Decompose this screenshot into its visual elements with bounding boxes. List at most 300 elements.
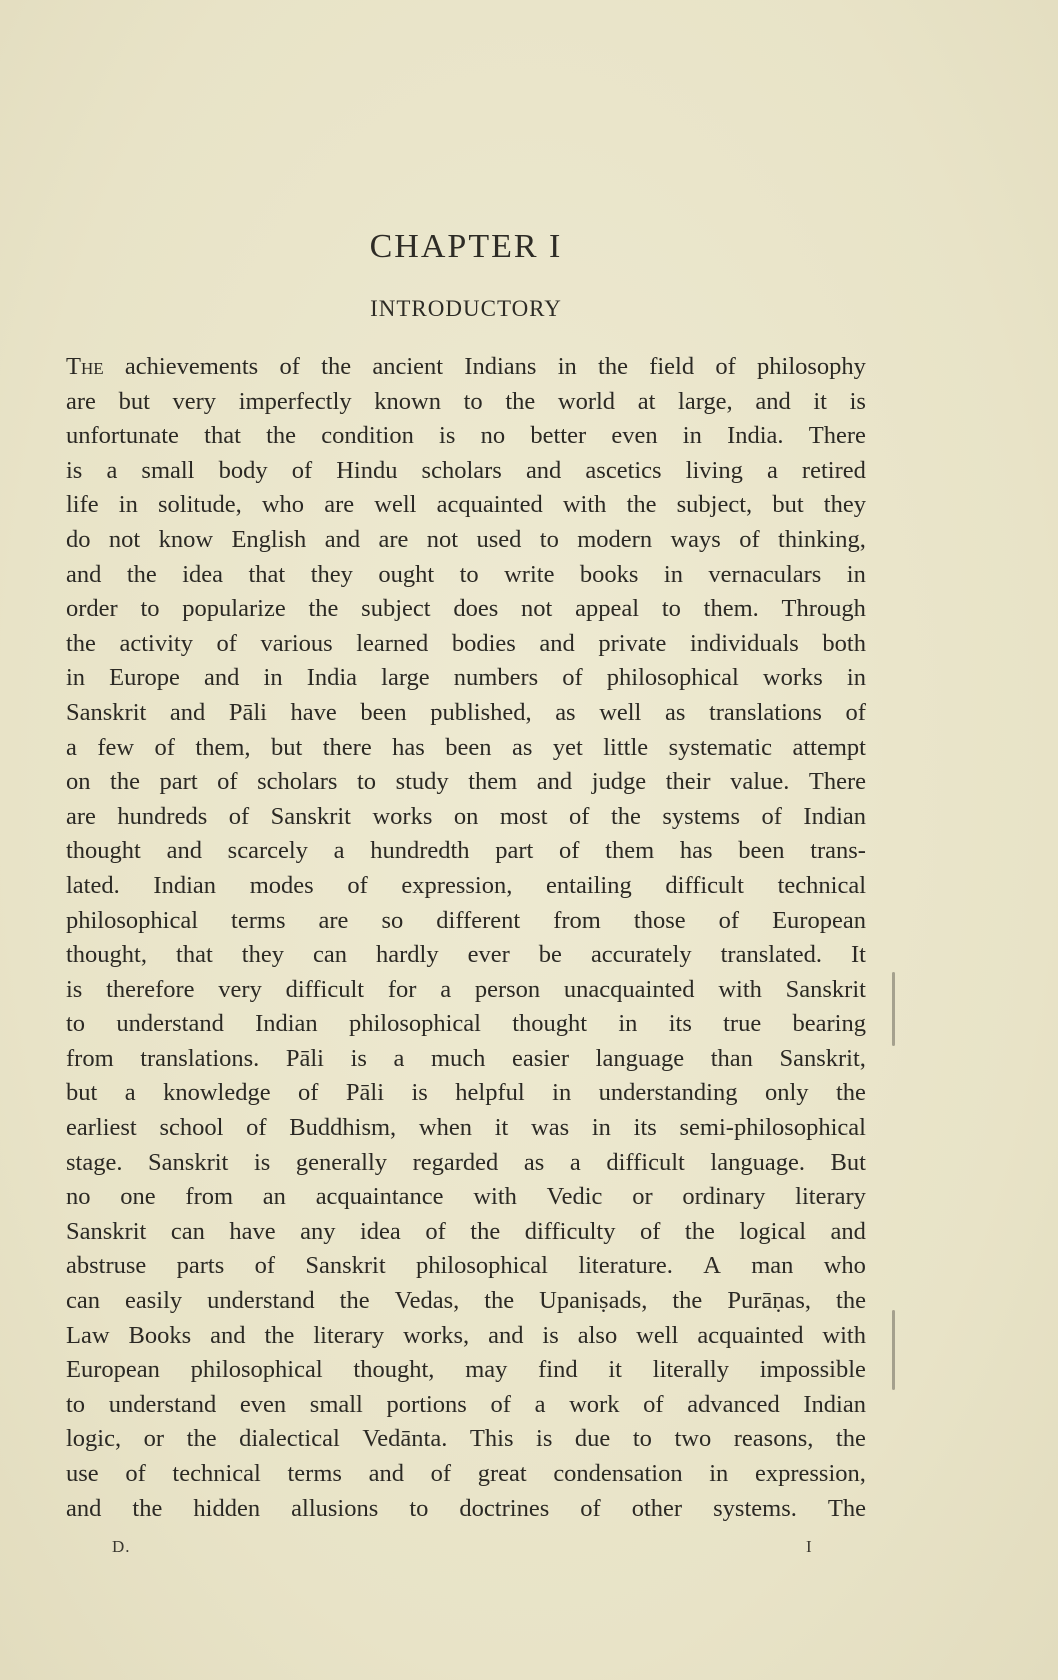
word: European [772, 906, 866, 934]
word: hundredth [370, 837, 470, 865]
word: Sanskrit [66, 1217, 147, 1245]
word: The [827, 1494, 866, 1522]
word: a [766, 456, 778, 484]
word: is [542, 1321, 559, 1349]
word: from [185, 1183, 234, 1211]
word: idea [360, 1217, 401, 1245]
text-line [66, 1388, 866, 1423]
word: various [260, 629, 333, 657]
word: of [845, 698, 866, 726]
word: but [66, 1079, 98, 1107]
word: has [679, 837, 713, 865]
word: the [339, 1287, 370, 1315]
text-line [66, 938, 866, 973]
word: is [253, 1148, 271, 1176]
signature-mark: D. [112, 1537, 131, 1556]
word: ought [378, 560, 435, 588]
word: works [372, 802, 433, 830]
word: Vedas, [394, 1287, 460, 1315]
word: on [66, 768, 91, 796]
word: the [835, 1079, 866, 1107]
word: but [270, 733, 303, 761]
word: of [154, 733, 175, 761]
word: Sanskrit [305, 1252, 386, 1280]
word: them. [703, 595, 759, 623]
word: thought [512, 1010, 588, 1038]
word: literature. [578, 1252, 673, 1280]
word: philosophical [415, 1252, 548, 1280]
body-paragraph [66, 350, 866, 1526]
word: work [569, 1390, 620, 1418]
word: different [436, 906, 521, 934]
word: and [324, 525, 361, 553]
word: expression, [401, 871, 513, 899]
word: that [176, 941, 213, 969]
word: so [381, 906, 404, 934]
text-line [66, 523, 866, 558]
word: Books [128, 1321, 192, 1349]
word: imperfectly [238, 387, 352, 415]
word: There [808, 422, 866, 450]
word: or [632, 1183, 653, 1211]
word: there [322, 733, 372, 761]
word: few [97, 733, 135, 761]
word: are [66, 802, 96, 830]
word: even [611, 422, 658, 450]
word: of [643, 1390, 664, 1418]
word: Europe [109, 664, 180, 692]
word: in [846, 664, 866, 692]
word: have [290, 698, 337, 726]
word: that [204, 422, 241, 450]
word: been [360, 698, 407, 726]
word: understand [116, 1010, 224, 1038]
word: of [291, 456, 313, 484]
word: Indian [803, 1390, 866, 1418]
text-line [66, 1146, 866, 1181]
word: entailing [546, 871, 632, 899]
word: philosophy [757, 353, 866, 380]
word: of [580, 1494, 601, 1522]
word: living [685, 456, 743, 484]
word: than [710, 1044, 753, 1072]
word: been [738, 837, 785, 865]
word: the [66, 629, 96, 657]
word: of [639, 1217, 661, 1245]
word: retired [801, 456, 866, 484]
word: modern [577, 525, 653, 553]
word: and [66, 560, 102, 588]
word: is [439, 422, 456, 450]
text-line [66, 419, 866, 454]
word: to [66, 1390, 86, 1418]
word: in [118, 491, 138, 519]
word: accurately [590, 941, 692, 969]
word: literally [652, 1356, 729, 1384]
word: philosophical [606, 664, 739, 692]
text-line [66, 1007, 866, 1042]
word: philosophical [190, 1356, 323, 1384]
word: the [626, 491, 657, 519]
word: earliest [66, 1114, 137, 1142]
word: logic, [66, 1425, 122, 1453]
word: as [664, 698, 686, 726]
word: philosophical [66, 906, 199, 934]
word: of [279, 353, 300, 380]
word: the [505, 387, 536, 415]
word: in [618, 1010, 638, 1038]
word: they [310, 560, 353, 588]
word: part [495, 837, 534, 865]
word: study [395, 768, 449, 796]
word: ascetics [585, 456, 662, 484]
word: vernaculars [708, 560, 822, 588]
word: does [453, 595, 499, 623]
text-line [66, 973, 866, 1008]
word: generally [295, 1148, 388, 1176]
word: its [633, 1114, 657, 1142]
word: little [603, 733, 649, 761]
word: acquaintance [315, 1183, 444, 1211]
word: achievements [124, 353, 259, 380]
word: it [608, 1356, 622, 1384]
word: lated. [66, 871, 120, 899]
text-line [66, 1457, 866, 1492]
word: an [262, 1183, 286, 1211]
word: both [822, 629, 866, 657]
word: yet [552, 733, 583, 761]
word: Hindu [336, 456, 398, 484]
word: due [574, 1425, 611, 1453]
word: Sanskrit, [779, 1044, 866, 1072]
word: English [231, 525, 307, 553]
word: when [418, 1114, 472, 1142]
word: is [66, 975, 83, 1003]
word: its [668, 1010, 692, 1038]
word: systematic [668, 733, 773, 761]
word: of [125, 1460, 146, 1487]
word: and [66, 1494, 102, 1522]
word: condensation [553, 1460, 683, 1487]
word: language [595, 1044, 685, 1072]
word: Sanskrit [66, 698, 147, 726]
text-line [66, 904, 866, 939]
word: Through [781, 595, 866, 623]
word: the [672, 1287, 703, 1315]
word: technical [172, 1460, 261, 1487]
word: with [562, 491, 607, 519]
word: impossible [759, 1356, 866, 1384]
word: person [474, 975, 541, 1003]
word: of [761, 802, 782, 830]
word: difficult [285, 975, 365, 1003]
word: find [538, 1356, 578, 1384]
word: hundreds [117, 802, 208, 830]
word: large, [678, 387, 733, 415]
word: world [557, 387, 616, 415]
margin-mark [892, 1310, 895, 1390]
word: abstruse [66, 1252, 147, 1280]
word: There [808, 768, 866, 796]
word: European [66, 1356, 160, 1384]
word: they [823, 491, 866, 519]
word: better [530, 422, 587, 450]
word: have [229, 1217, 276, 1245]
word: but [118, 387, 150, 415]
word: in [591, 1114, 611, 1142]
word: even [239, 1390, 287, 1418]
text-line [66, 1076, 866, 1111]
word: small [309, 1390, 363, 1418]
word: systems [662, 802, 740, 830]
word: trans- [810, 837, 866, 865]
word: works, [403, 1321, 470, 1349]
word: difficult [606, 1148, 685, 1176]
word: and [755, 387, 791, 415]
word: are [324, 491, 355, 519]
text-line [66, 558, 866, 593]
word: idea [182, 560, 224, 588]
word: systems. [713, 1494, 797, 1522]
word: field [649, 353, 695, 380]
word: to [140, 595, 160, 623]
word: the [110, 768, 140, 796]
word: the [836, 1287, 866, 1315]
word: as [555, 698, 576, 726]
word: doctrines [459, 1494, 550, 1522]
word: with [473, 1183, 517, 1211]
word: as [511, 733, 533, 761]
word: a [440, 975, 452, 1003]
word: and [830, 1217, 866, 1245]
text-line [66, 834, 866, 869]
word: no [66, 1183, 91, 1211]
word: activity [119, 629, 193, 657]
text-line [66, 592, 866, 627]
word: reasons, [733, 1425, 814, 1453]
word: Sanskrit [785, 975, 866, 1003]
word: private [598, 629, 667, 657]
word: not [426, 525, 459, 553]
word: acquainted [436, 491, 543, 519]
word: Pāli [228, 698, 267, 726]
word: man [751, 1252, 794, 1280]
word: expression, [754, 1460, 866, 1487]
word: to [539, 525, 559, 553]
word: to [459, 560, 479, 588]
text-line [66, 1422, 866, 1457]
word: do [66, 525, 91, 553]
word: technical [777, 871, 866, 899]
word: other [631, 1494, 683, 1522]
word: individuals [689, 629, 799, 657]
word: also [577, 1321, 618, 1349]
word: the [266, 422, 297, 450]
word: Indians [464, 353, 537, 380]
text-line [66, 454, 866, 489]
word: been [445, 733, 492, 761]
word: Upaniṣads, [539, 1287, 648, 1315]
word: attempt [792, 733, 866, 761]
word: of [718, 906, 740, 934]
word: are [318, 906, 349, 934]
word: the [484, 1287, 515, 1315]
word: to [463, 387, 483, 415]
word: ancient [372, 353, 444, 380]
word: in [682, 422, 702, 450]
word: no [480, 422, 506, 450]
word: well [599, 698, 642, 726]
word: are [378, 525, 409, 553]
word: was [531, 1114, 570, 1142]
word: two [674, 1425, 712, 1453]
word: on [453, 802, 479, 830]
word: difficulty [524, 1217, 616, 1245]
word: and [488, 1321, 524, 1349]
word: terms [231, 906, 286, 934]
word: dialectical [239, 1425, 340, 1453]
word: therefore [106, 975, 195, 1003]
word: is [411, 1079, 428, 1107]
word: true [723, 1010, 762, 1038]
word: appeal [575, 595, 640, 623]
text-line [66, 1249, 866, 1284]
word: translations [708, 698, 822, 726]
word: is [66, 456, 83, 484]
word: advanced [687, 1390, 780, 1418]
text-line [66, 1353, 866, 1388]
word: it [494, 1114, 509, 1142]
word: for [387, 975, 417, 1003]
word: from [66, 1044, 114, 1072]
word: Pāli [285, 1044, 324, 1072]
word: the [321, 353, 352, 380]
word: very [218, 975, 262, 1003]
word: who [261, 491, 305, 519]
word: very [172, 387, 217, 415]
word: works [762, 664, 823, 692]
word: who [823, 1252, 866, 1280]
word: translated. [720, 941, 822, 969]
word: to [632, 1425, 652, 1453]
word: India. [727, 422, 784, 450]
word: of [490, 1390, 511, 1418]
word: be [538, 941, 562, 969]
word: the [684, 1217, 715, 1245]
word: is [536, 1425, 553, 1453]
word: Indian [153, 871, 217, 899]
text-line [66, 731, 866, 766]
text-line [66, 488, 866, 523]
word: can [66, 1287, 100, 1315]
word: may [465, 1356, 508, 1384]
word: value. [730, 768, 790, 796]
margin-mark [892, 972, 895, 1046]
word: of [739, 525, 760, 553]
word: hardly [376, 941, 439, 969]
word: in [846, 560, 866, 588]
word: well [374, 491, 417, 519]
word: to [409, 1494, 429, 1522]
word: known [374, 387, 441, 415]
word: great [477, 1460, 527, 1487]
word: use [66, 1460, 99, 1487]
word: part [159, 768, 198, 796]
word: them, [195, 733, 251, 761]
word: literary [795, 1183, 866, 1211]
word: regarded [412, 1148, 499, 1176]
word: most [499, 802, 548, 830]
word: them [605, 837, 655, 865]
word: order [66, 595, 118, 623]
word: of [562, 664, 583, 692]
word: But [830, 1148, 866, 1176]
word: is [350, 1044, 367, 1072]
word: has [392, 733, 425, 761]
word: easier [511, 1044, 570, 1072]
word: body [218, 456, 268, 484]
word: popularize [182, 595, 286, 623]
word: This [469, 1425, 514, 1453]
word: a [106, 456, 118, 484]
word: in [552, 1079, 572, 1107]
word: in [66, 664, 86, 692]
word: A [703, 1252, 721, 1280]
word: a [66, 733, 77, 761]
word: ever [467, 941, 510, 969]
word: hidden [193, 1494, 261, 1522]
word: much [430, 1044, 486, 1072]
word: the [264, 1321, 295, 1349]
word: or [143, 1425, 165, 1453]
word: stage. [66, 1148, 123, 1176]
word: it [813, 387, 827, 415]
word: semi-philosophical [679, 1114, 866, 1142]
word: It [851, 941, 866, 969]
word: thought, [353, 1356, 435, 1384]
word: of [246, 1114, 267, 1142]
chapter-subtitle: INTRODUCTORY [370, 296, 562, 321]
word: a [124, 1079, 136, 1107]
word: the [598, 353, 628, 380]
word: modes [249, 871, 314, 899]
word: translations. [140, 1044, 260, 1072]
word: ways [670, 525, 721, 553]
text-line [66, 800, 866, 835]
word: of [347, 871, 368, 899]
word: one [120, 1183, 156, 1211]
word: to [356, 768, 377, 796]
word: to [661, 595, 681, 623]
word: write [504, 560, 555, 588]
word: that [248, 560, 286, 588]
word: Purāṇas, [727, 1287, 812, 1315]
word: Vedānta. [362, 1425, 448, 1453]
word: any [300, 1217, 336, 1245]
text-line [66, 696, 866, 731]
word: the [308, 595, 339, 623]
word: at [637, 387, 656, 415]
word: unfortunate [66, 422, 179, 450]
word: can [170, 1217, 205, 1245]
word: a [569, 1148, 581, 1176]
word: judge [591, 768, 647, 796]
word: used [476, 525, 522, 553]
word: scholars [257, 768, 338, 796]
word: large [381, 664, 430, 692]
text-line [66, 765, 866, 800]
text-line [66, 869, 866, 904]
